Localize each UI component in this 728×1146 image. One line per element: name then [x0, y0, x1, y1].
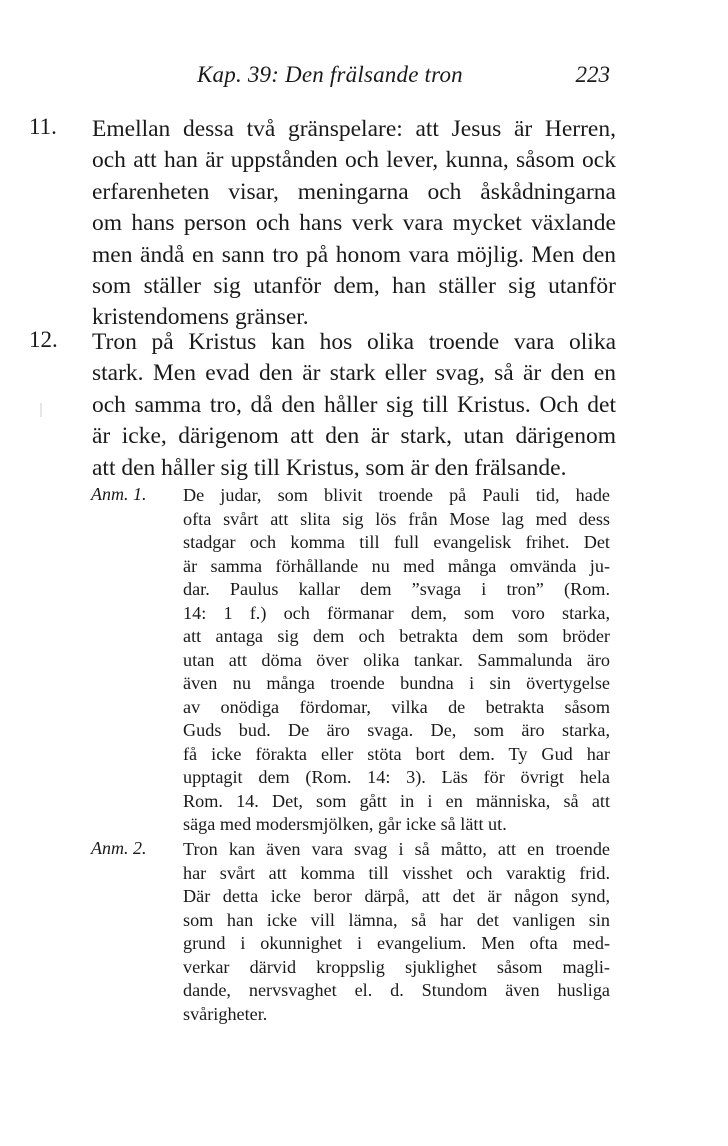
margin-mark	[40, 403, 42, 417]
note-line: grund i okunnighet i evangelium. Men ofta med-	[183, 933, 610, 953]
note-line: är samma förhållande nu med många omvända ju-	[183, 555, 610, 576]
text-line: att den håller sig till Kristus, som är den frälsande.	[92, 454, 567, 481]
note-line: Rom. 14. Det, som gått in i en människa, så att	[183, 790, 610, 811]
note-line: upptagit dem (Rom. 14: 3). Läs för övrigt hela	[183, 767, 610, 787]
note-line: har svårt att komma till visshet och varaktig frid.	[183, 862, 610, 883]
running-header	[92, 62, 622, 94]
text-line: stark. Men evad den är stark eller svag, så är den en	[92, 360, 616, 387]
text-line: erfarenheten visar, meningarna och åskådningarna	[92, 178, 616, 205]
paragraph-number: 12.	[29, 327, 58, 352]
note-line: utan att döma över olika tankar. Sammalunda äro	[183, 649, 610, 670]
note-line: även nu många troende bundna i sin övertygelse	[183, 673, 610, 693]
note-line: stadgar och komma till full evangelisk frihet. Det	[183, 532, 610, 552]
text-line: men ändå en sann tro på honom vara möjlig. Men den	[92, 241, 616, 268]
page-number: 223	[575, 62, 610, 87]
text-line: och samma tro, då den håller sig till Kristus. Och det	[92, 391, 616, 418]
note-line: dar. Paulus kallar dem ”svaga i tron” (Rom.	[183, 579, 610, 599]
note-line: 14: 1 f.) och förmanar dem, som voro starka,	[183, 602, 610, 623]
text-line: Tron på Kristus kan hos olika troende vara olika	[92, 329, 616, 355]
text-line: Emellan dessa två gränspelare: att Jesus är Herren,	[92, 116, 616, 142]
note-line: Där detta icke beror därpå, att det är någon synd,	[183, 886, 610, 906]
text-line: och att han är uppstånden och lever, kunna, såsom ock	[92, 147, 616, 174]
running-title: Kap. 39: Den frälsande tron	[197, 62, 463, 87]
paragraph-11	[29, 114, 616, 334]
note-line: ofta svårt att slita sig lös från Mose lag med dess	[183, 508, 610, 529]
note-line: svårigheter.	[183, 1003, 268, 1024]
note-line: att antaga sig dem och betrakta dem som bröder	[183, 626, 610, 646]
text-line: kristendomens gränser.	[92, 304, 309, 331]
note-line: få icke förakta eller stöta bort dem. Ty Gud har	[183, 743, 610, 764]
text-line: om hans person och hans verk vara mycket växlande	[92, 210, 616, 237]
text-line: som ställer sig utanför dem, han ställer sig utanför	[92, 272, 616, 299]
note-line: verkar därvid kroppslig sjuklighet såsom magli-	[183, 956, 610, 977]
note-line: Tron kan även vara svag i så måtto, att en troende	[183, 839, 610, 859]
text-line: är icke, därigenom att den är stark, utan därigenom	[92, 423, 616, 450]
note-1	[91, 484, 610, 837]
note-line: Guds bud. De äro svaga. De, som äro starka,	[183, 720, 610, 740]
note-label: Anm. 2.	[91, 838, 147, 858]
paragraph-number: 11.	[29, 114, 57, 139]
note-line: som han icke vill lämna, så har det vanligen sin	[183, 909, 610, 930]
paragraph-12	[29, 327, 616, 484]
note-2	[91, 838, 610, 1026]
note-line: av onödiga fördomar, vilka de betrakta såsom	[183, 696, 610, 717]
note-line: dande, nervsvaghet el. d. Stundom även husliga	[183, 980, 610, 1000]
note-line: säga med modersmjölken, går icke så lätt ut.	[183, 814, 507, 834]
note-line: De judar, som blivit troende på Pauli tid, hade	[183, 485, 610, 505]
note-label: Anm. 1.	[91, 484, 147, 504]
